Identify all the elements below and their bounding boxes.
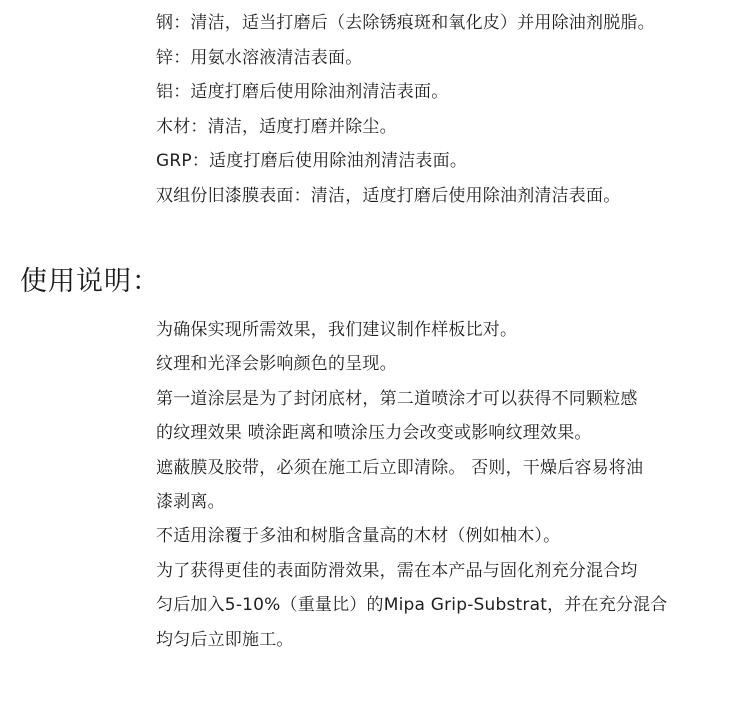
usage-line: 纹理和光泽会影响颜色的呈现。 [156,354,397,375]
usage-line: 遮蔽膜及胶带，必须在施工后立即清除。 否则，干燥后容易将油 [156,457,644,478]
usage-line: 的纹理效果 喷涂距离和喷涂压力会改变或影响纹理效果。 [156,423,592,444]
usage-line: 为确保实现所需效果，我们建议制作样板比对。 [156,320,518,340]
usage-instructions [156,313,736,657]
usage-line: 漆剥离。 [156,491,225,512]
usage-line: 不适用涂覆于多油和树脂含量高的木材（例如柚木）。 [156,526,561,547]
prep-line-old-coating: 双组份旧漆膜表面：清洁，适度打磨后使用除油剂清洁表面。 [156,185,621,206]
usage-heading: 使用说明： [20,266,160,297]
usage-line: 第一道涂层是为了封闭底材，第二道喷涂才可以获得不同颗粒感 [156,388,638,409]
prep-line-zinc: 锌：用氨水溶液清洁表面。 [156,47,363,68]
surface-prep-list [156,6,736,213]
prep-line-aluminum: 铝：适度打磨后使用除油剂清洁表面。 [156,82,449,102]
prep-line-wood: 木材：清洁，适度打磨并除尘。 [156,116,397,137]
usage-line: 匀后加入5-10%（重量比）的Mipa Grip-Substrat，并在充分混合 [156,595,668,616]
prep-line-grp: GRP：适度打磨后使用除油剂清洁表面。 [156,151,468,171]
prep-line-steel: 钢：清洁，适当打磨后（去除锈痕斑和氧化皮）并用除油剂脱脂。 [156,13,655,33]
usage-line: 为了获得更佳的表面防滑效果，需在本产品与固化剂充分混合均 [156,560,638,581]
usage-line: 均匀后立即施工。 [156,629,294,650]
